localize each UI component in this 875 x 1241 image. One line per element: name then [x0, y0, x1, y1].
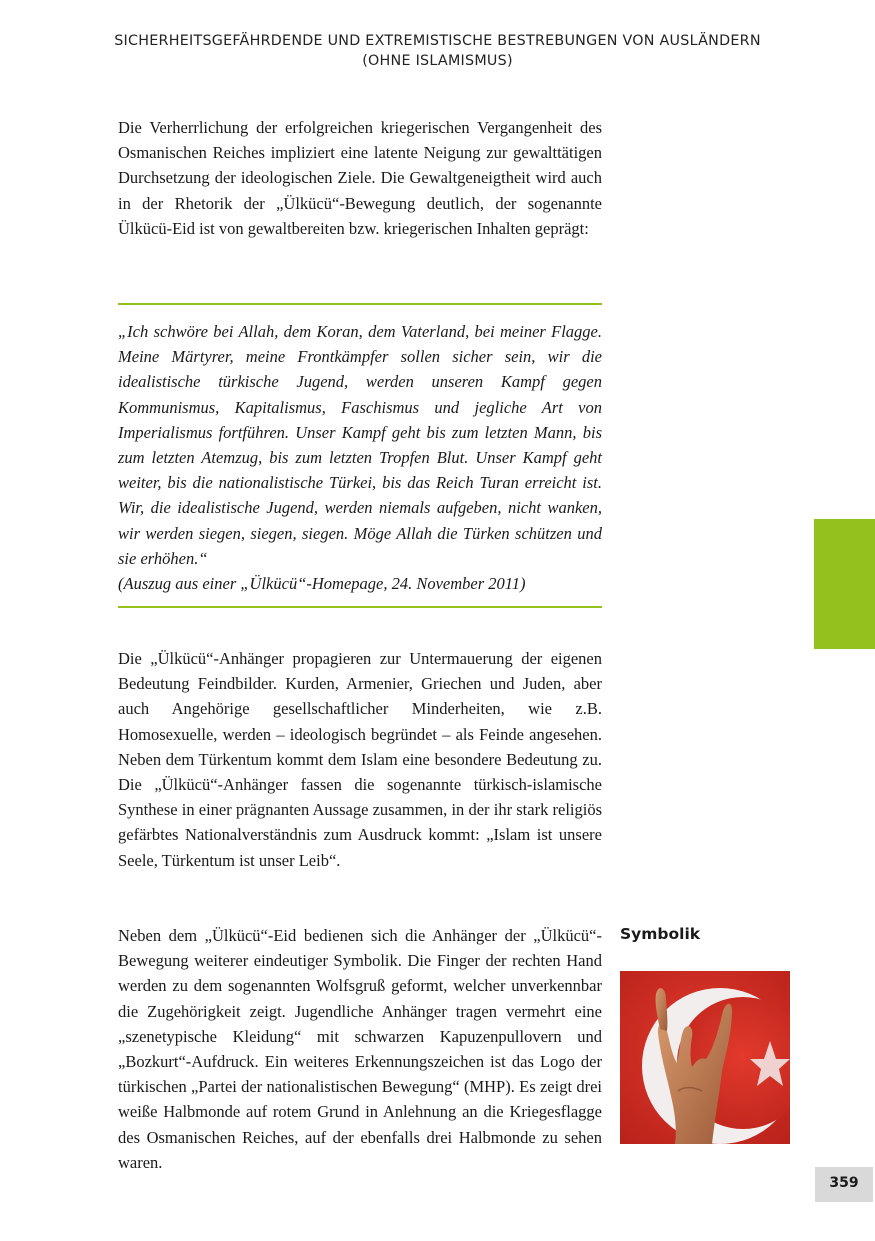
- oath-quote-box: [118, 303, 602, 608]
- oath-quote-source: (Auszug aus einer „Ülkücü“-Homepage, 24. November 2011): [118, 574, 526, 593]
- chapter-marker-tab: [814, 519, 875, 649]
- wolf-salute-photo: [620, 971, 790, 1144]
- wolf-salute-hand-icon: [620, 971, 790, 1144]
- sidebar-heading: Symbolik: [620, 925, 701, 943]
- running-header-line-2: (OHNE ISLAMISMUS): [362, 53, 513, 69]
- paragraph-2: Die „Ülkücü“-Anhänger propagieren zur Untermauerung der eigenen Bedeutung Feindbilder. Kurden, Armenier, Griechen und Juden, aber auch Angehörige gesellschaftlicher Minderheiten, wie z.B. Homosexuelle, werden – ideologisch begründet – als Feinde angesehen. Neben dem Türkentum kommt dem Islam eine besondere Bedeutung zu. Die „Ülkücü“-Anhänger fassen die sogenannte türkisch-islamische Synthese in einer prägnanten Aussage zusammen, in der ihr stark religiös gefärbtes Nationalverständnis zum Ausdruck kommt: „Islam ist unsere Seele, Türkentum ist unser Leib“.: [118, 649, 602, 870]
- oath-quote-text: „Ich schwöre bei Allah, dem Koran, dem Vaterland, bei meiner Flagge. Meine Märtyrer, meine Frontkämpfer sollen sicher sein, wir die idealistische türkische Jugend, werden unseren Kampf gegen Kommunismus, Kapitalismus, Faschismus und jegliche Art von Imperialismus fortführen. Unser Kampf geht bis zum letzten Mann, bis zum letzten Atemzug, bis zum letzten Tropfen Blut. Unser Kampf geht weiter, bis die nationalistische Türkei, bis das Reich Turan erreicht ist. Wir, die idealistische Jugend, werden niemals aufgeben, nicht wanken, wir werden siegen, siegen, siegen. Möge Allah die Türken schützen und sie erhöhen.“: [118, 322, 602, 568]
- body-column-bottom: [118, 923, 602, 1175]
- page-number: 359: [815, 1167, 873, 1202]
- running-header-line-1: SICHERHEITSGEFÄHRDENDE UND EXTREMISTISCHE BESTREBUNGEN VON AUSLÄNDERN: [114, 33, 761, 49]
- body-column-middle: [118, 646, 602, 873]
- body-column-top: [118, 115, 602, 241]
- running-header: [0, 31, 875, 71]
- paragraph-3: Neben dem „Ülkücü“-Eid bedienen sich die Anhänger der „Ülkücü“-Bewegung weiterer eindeutiger Symbolik. Die Finger der rechten Hand werden zu dem sogenannten Wolfsgruß geformt, welcher unverkennbar die Zugehörigkeit zeigt. Jugendliche Anhänger tragen vermehrt eine „szenetypische Kleidung“ mit schwarzen Kapuzenpullovern und „Bozkurt“-Aufdruck. Ein weiteres Erkennungszeichen ist das Logo der türkischen „Partei der nationalistischen Bewegung“ (MHP). Es zeigt drei weiße Halbmonde auf rotem Grund in Anlehnung an die Kriegesflagge des Osmanischen Reiches, auf der ebenfalls drei Halbmonde zu sehen waren.: [118, 926, 602, 1172]
- paragraph-1: Die Verherrlichung der erfolgreichen kriegerischen Vergangenheit des Osmanischen Reiches impliziert eine latente Neigung zur gewalttätigen Durchsetzung der ideologischen Ziele. Die Gewaltgeneigtheit wird auch in der Rhetorik der „Ülkücü“-Bewegung deutlich, der sogenannte Ülkücü-Eid ist von gewaltbereiten bzw. kriegerischen Inhalten geprägt:: [118, 118, 602, 238]
